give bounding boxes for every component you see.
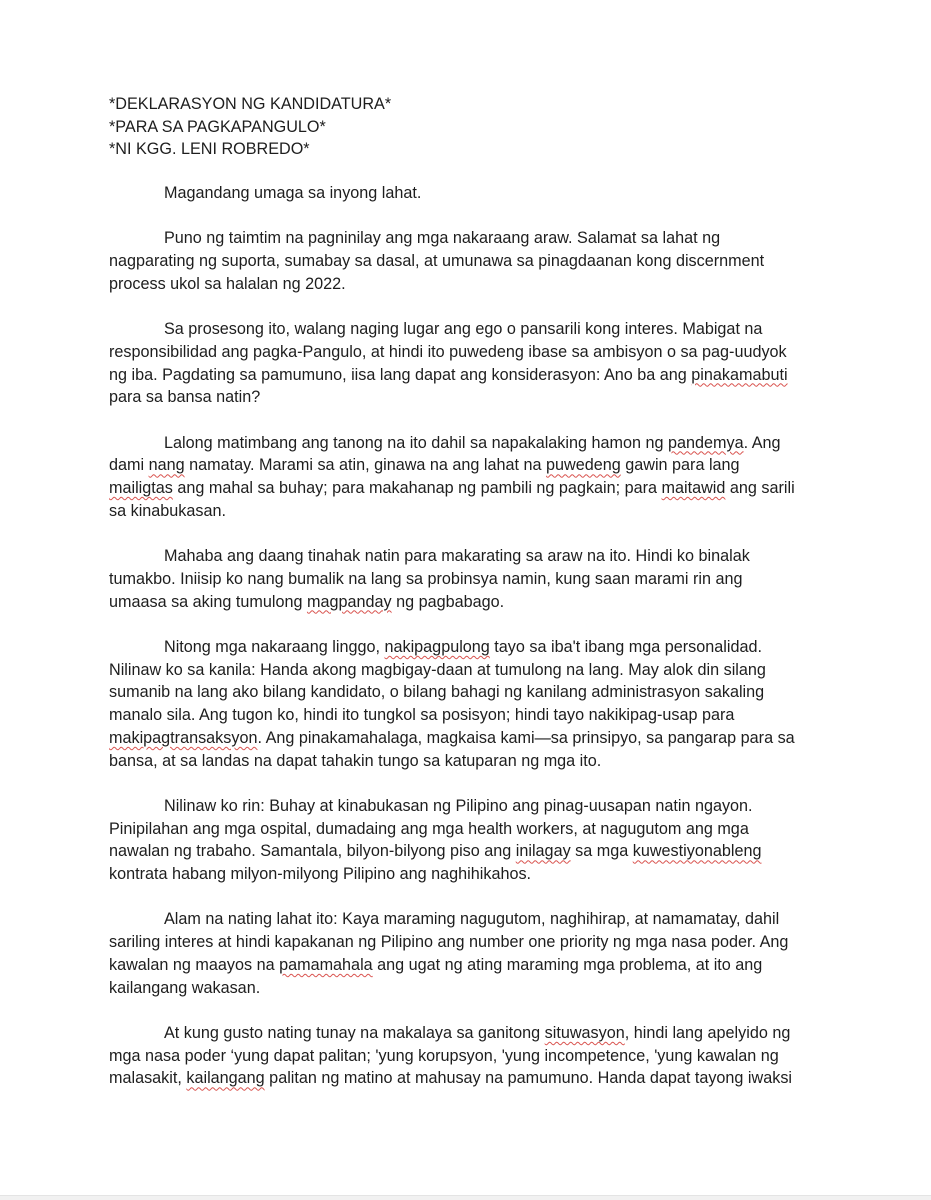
paragraph: [109, 318, 823, 409]
text-line: [109, 954, 823, 977]
text-line: [109, 1045, 823, 1068]
text-segment: ang mahal sa buhay; para makahanap ng pambili ng pagkain; para: [172, 479, 662, 498]
text-line: [109, 931, 823, 954]
text-line: [109, 273, 823, 296]
text-line: [109, 341, 823, 364]
header-title-line: *DEKLARASYON NG KANDIDATURA*: [109, 95, 392, 113]
text-line: [109, 704, 823, 727]
page-bottom-edge: [0, 1195, 931, 1200]
text-segment: At kung gusto nating tunay na makalaya sa ganitong: [164, 1023, 545, 1042]
text-segment: malasakit,: [109, 1069, 187, 1088]
text-segment: Nilinaw ko rin: Buhay at kinabukasan ng Pilipino ang pinag-uusapan natin ngayon.: [164, 796, 753, 815]
text-segment: ng pagbabago.: [391, 592, 505, 611]
text-line: [109, 250, 823, 273]
text-segment: tayo sa iba't ibang mga personalidad.: [489, 637, 762, 656]
text-line: [109, 454, 823, 477]
text-segment: nawalan ng trabaho. Samantala, bilyon-bilyong piso ang: [109, 842, 516, 861]
spellcheck-flagged-word: kailangang: [186, 1069, 265, 1088]
text-segment: Lalong matimbang ang tanong na ito dahil sa napakalaking hamon ng: [164, 433, 668, 452]
paragraph: [109, 545, 823, 613]
spellcheck-flagged-word: makipagtransaksyon: [109, 728, 258, 747]
spellcheck-flagged-word: maitawid: [661, 479, 726, 498]
text-line: [109, 977, 823, 1000]
text-segment: kailangang wakasan.: [109, 978, 261, 997]
document-body: [109, 182, 823, 1113]
text-segment: ang sarili: [725, 479, 795, 498]
text-segment: Sa prosesong ito, walang naging lugar ang ego o pansarili kong interes. Mabigat na: [164, 320, 763, 339]
text-segment: ng iba. Pagdating sa pamumuno, iisa lang dapat ang konsiderasyon: Ano ba ang: [109, 365, 692, 384]
spellcheck-flagged-word: situwasyon: [544, 1023, 625, 1042]
spellcheck-flagged-word: nang: [148, 456, 185, 475]
text-segment: mga nasa poder ‘yung dapat palitan; 'yung korupsyon, 'yung incompetence, 'yung kawalan ng: [109, 1046, 779, 1065]
text-segment: Nilinaw ko sa kanila: Handa akong magbigay-daan at tumulong na lang. May alok din silang: [109, 660, 766, 679]
text-segment: nagparating ng suporta, sumabay sa dasal, at umunawa sa pinagdaanan kong discernment: [109, 252, 765, 271]
text-line: [109, 591, 823, 614]
text-segment: sa kinabukasan.: [109, 501, 226, 520]
text-line: [109, 863, 823, 886]
spellcheck-flagged-word: mailigtas: [109, 479, 173, 498]
text-segment: namatay. Marami sa atin, ginawa na ang lahat na: [184, 456, 547, 475]
text-segment: bansa, at sa landas na dapat tahakin tungo sa katuparan ng mga ito.: [109, 751, 602, 770]
text-segment: Puno ng taimtim na pagninilay ang mga nakaraang araw. Salamat sa lahat ng: [164, 229, 721, 248]
text-line: [109, 500, 823, 523]
text-line: [109, 364, 823, 387]
text-segment: ang ugat ng ating maraming mga problema, at ito ang: [372, 955, 763, 974]
text-line: [109, 659, 823, 682]
header-subtitle-line: *PARA SA PAGKAPANGULO*: [109, 117, 326, 136]
spellcheck-flagged-word: nakipagpulong: [384, 637, 490, 656]
text-segment: . Ang: [743, 433, 781, 452]
spellcheck-flagged-word: kuwestiyonableng: [632, 842, 762, 861]
paragraph: [109, 432, 823, 523]
text-segment: , hindi lang apelyido ng: [624, 1023, 791, 1042]
text-line: [109, 795, 823, 818]
text-segment: tumakbo. Iniisip ko nang bumalik na lang sa probinsya namin, kung saan marami rin ang: [109, 569, 743, 588]
spellcheck-flagged-word: pinakamabuti: [691, 365, 788, 384]
text-segment: palitan ng matino at mahusay na pamumuno. Handa dapat tayong iwaksi: [264, 1069, 793, 1088]
text-segment: sariling interes at hindi kapakanan ng Pilipino ang number one priority ng mga nasa poder. Ang: [109, 933, 789, 952]
text-line: [109, 1022, 823, 1045]
text-line: [109, 840, 823, 863]
spellcheck-flagged-word: magpanday: [306, 592, 392, 611]
spellcheck-flagged-word: inilagay: [515, 842, 571, 861]
text-line: [109, 477, 823, 500]
text-segment: Nitong mga nakaraang linggo,: [164, 637, 385, 656]
text-line: [109, 386, 823, 409]
text-segment: umaasa sa aking tumulong: [109, 592, 307, 611]
text-segment: Pinipilahan ang mga ospital, dumadaing ang mga health workers, at nagugutom ang mga: [109, 819, 749, 838]
text-line: [109, 182, 823, 205]
text-segment: para sa bansa natin?: [109, 388, 261, 407]
text-line: [109, 318, 823, 341]
text-line: [109, 727, 823, 750]
spellcheck-flagged-word: pandemya: [667, 433, 744, 452]
text-line: [109, 568, 823, 591]
paragraph: [109, 1022, 823, 1090]
text-segment: gawin para lang: [620, 456, 740, 475]
text-segment: sumanib na lang ako bilang kandidato, o bilang bahagi ng kanilang administrasyon sakaling: [109, 683, 765, 702]
text-segment: . Ang pinakamahalaga, magkaisa kami—sa prinsipyo, sa pangarap para sa: [257, 728, 795, 747]
text-segment: dami: [109, 456, 149, 475]
spellcheck-flagged-word: puwedeng: [546, 456, 621, 475]
text-line: [109, 750, 823, 773]
text-segment: Alam na nating lahat ito: Kaya maraming nagugutom, naghihirap, at namamatay, dahil: [164, 910, 780, 929]
text-segment: Magandang umaga sa inyong lahat.: [164, 184, 422, 202]
text-segment: kontrata habang milyon-milyong Pilipino ang naghihikahos.: [109, 865, 532, 883]
text-line: [109, 227, 823, 250]
text-segment: Mahaba ang daang tinahak natin para makarating sa araw na ito. Hindi ko binalak: [164, 547, 750, 566]
text-segment: manalo sila. Ang tugon ko, hindi ito tungkol sa posisyon; hindi tayo nakikipag-usap para: [109, 706, 735, 725]
text-segment: process ukol sa halalan ng 2022.: [109, 274, 346, 293]
document-header: [109, 93, 391, 161]
header-author-line: *NI KGG. LENI ROBREDO*: [109, 140, 310, 159]
text-line: [109, 432, 823, 455]
paragraph: [109, 182, 823, 205]
text-line: [109, 545, 823, 568]
text-line: [109, 636, 823, 659]
text-line: [109, 818, 823, 841]
paragraph: [109, 795, 823, 886]
spellcheck-flagged-word: pamamahala: [279, 955, 373, 974]
text-segment: sa mga: [570, 842, 633, 861]
text-segment: kawalan ng maayos na: [109, 955, 280, 974]
paragraph: [109, 908, 823, 999]
text-line: [109, 908, 823, 931]
text-line: [109, 681, 823, 704]
paragraph: [109, 227, 823, 295]
text-line: [109, 1067, 823, 1090]
text-segment: responsibilidad ang pagka-Pangulo, at hindi ito puwedeng ibase sa ambisyon o sa pag-uudyok: [109, 342, 787, 361]
paragraph: [109, 636, 823, 772]
